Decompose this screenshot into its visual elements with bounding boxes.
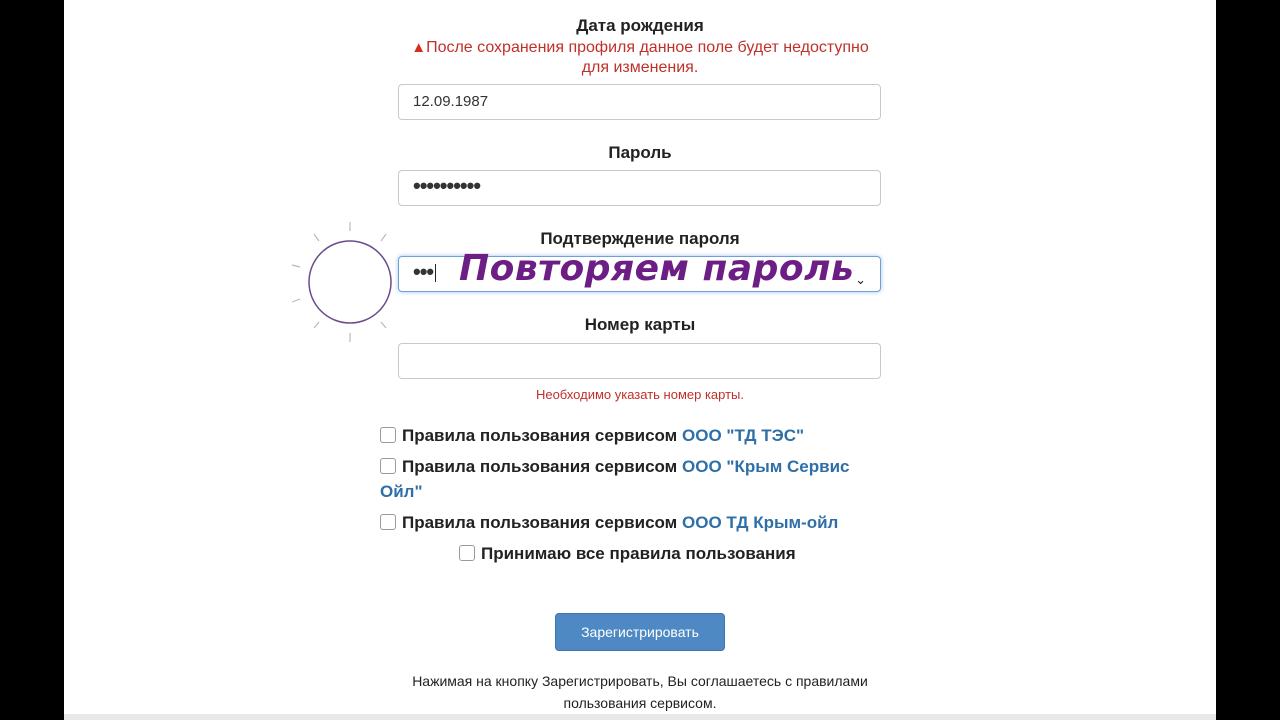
registration-page bbox=[64, 0, 1216, 720]
terms-note: Нажимая на кнопку Зарегистрировать, Вы соглашаетесь с правилами пользования сервисом. bbox=[412, 673, 868, 711]
agreement-3-checkbox[interactable] bbox=[380, 514, 396, 530]
agreement-3 bbox=[380, 510, 838, 535]
chevron-down-icon[interactable]: ⌄ bbox=[855, 272, 866, 287]
card-number-error: Необходимо указать номер карты. bbox=[535, 387, 745, 402]
text-cursor bbox=[435, 264, 436, 282]
agreement-3-text: Правила пользования сервисом bbox=[402, 513, 678, 532]
accept-all-text: Принимаю все правила пользования bbox=[481, 544, 796, 563]
agreement-2 bbox=[380, 454, 890, 504]
agreement-2-checkbox[interactable] bbox=[380, 458, 396, 474]
agreement-2-text: Правила пользования сервисом bbox=[402, 457, 678, 476]
agreement-2-link[interactable]: ООО "Крым Сервис Ойл" bbox=[380, 457, 850, 501]
overlay-caption: Повторяем пароль bbox=[459, 248, 855, 289]
birthdate-label: Дата рождения bbox=[576, 16, 704, 35]
accept-all-checkbox[interactable] bbox=[459, 545, 475, 561]
confirm-password-value: ••• bbox=[413, 259, 434, 284]
register-button[interactable]: Зарегистрировать bbox=[555, 613, 725, 651]
confirm-password-label: Подтверждение пароля bbox=[540, 229, 740, 248]
password-value: •••••••••• bbox=[413, 173, 481, 198]
accept-all bbox=[459, 541, 796, 566]
card-number-label: Номер карты bbox=[584, 315, 696, 334]
warning-triangle-icon: ▲ bbox=[411, 39, 427, 56]
agreement-1-text: Правила пользования сервисом bbox=[402, 426, 678, 445]
card-number-input[interactable] bbox=[398, 343, 881, 379]
agreement-3-link[interactable]: ООО ТД Крым-ойл bbox=[682, 513, 839, 532]
password-input[interactable] bbox=[398, 170, 881, 206]
birthdate-input[interactable]: 12.09.1987 bbox=[398, 84, 881, 120]
birthdate-warning bbox=[400, 38, 880, 78]
agreement-1 bbox=[380, 423, 804, 448]
bottom-divider bbox=[64, 714, 1216, 720]
agreement-1-checkbox[interactable] bbox=[380, 427, 396, 443]
agreement-1-link[interactable]: ООО "ТД ТЭС" bbox=[682, 426, 805, 445]
birthdate-warning-text: После сохранения профиля данное поле будет недоступно для изменения. bbox=[426, 39, 869, 76]
password-label: Пароль bbox=[608, 143, 672, 162]
